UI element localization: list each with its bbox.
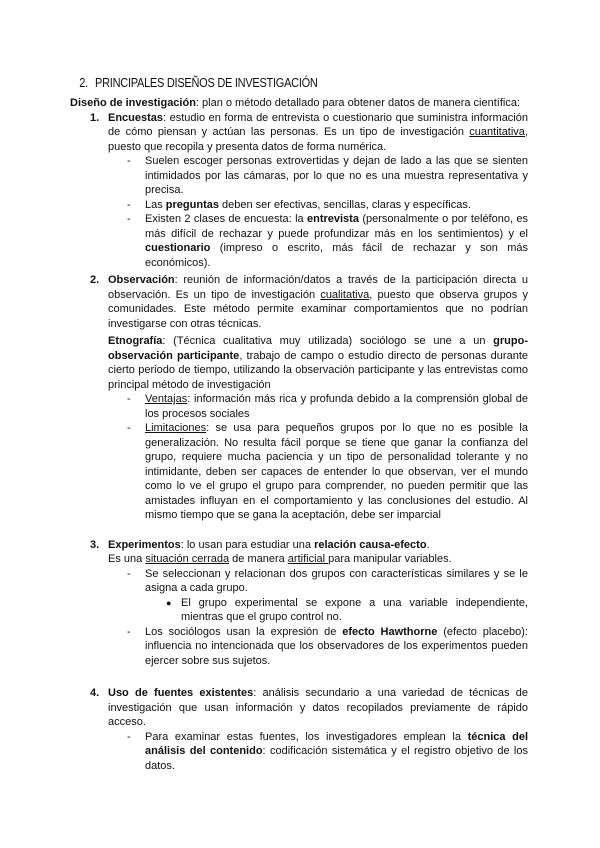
text-run: Es una — [108, 553, 146, 565]
bold-text: Encuestas — [108, 111, 164, 124]
dash-list-item — [127, 567, 528, 596]
text-run: , trabajo de campo o estudio directo de personas durante cierto periodo de tiempo, utilizando la observación participante y las entrevistas como principal método de investigación — [108, 349, 528, 391]
bold-text: Diseño de investigación — [70, 97, 196, 109]
text-run: (impreso o escrito, más fácil de rechazar y son más económicos). — [145, 242, 528, 269]
dash-list-item — [127, 625, 528, 669]
text-run: : análisis secundario a una variedad de técnicas de investigación que usan información y datos recopilados previamente de rápido acceso. — [108, 687, 528, 728]
text-run: : lo usan para estudiar una — [180, 538, 315, 551]
list-marker: 3. — [90, 538, 100, 551]
text-run: : información más rica y profunda debido a la comprensión global de los procesos sociales — [145, 393, 528, 420]
text-run: Se seleccionan y relacionan dos grupos con características similares y se le asigna a cada grupo. — [145, 567, 528, 594]
text-run: Los sociólogos usan la expresión de — [145, 625, 343, 638]
text-run: PRINCIPALES DISEÑOS DE INVESTIGACIÓN — [95, 76, 318, 90]
dash-list-item — [127, 212, 528, 270]
list-marker: - — [127, 422, 131, 434]
bold-text: Etnografía — [108, 335, 163, 347]
underlined-text: cuantitativa — [469, 126, 525, 138]
dash-list-item — [127, 198, 528, 213]
numbered-item — [90, 111, 528, 155]
list-marker: 4. — [90, 687, 100, 699]
list-marker: 2. — [90, 274, 100, 286]
bold-text: preguntas — [165, 198, 219, 211]
list-marker: 1. — [90, 111, 100, 124]
bold-text: Uso de fuentes existentes — [108, 687, 254, 699]
bold-text: Observación — [108, 274, 175, 286]
bold-text: relación causa-efecto — [314, 538, 427, 551]
list-marker: - — [127, 625, 131, 638]
numbered-item — [90, 686, 528, 730]
text-run: (efecto placebo): influencia no intencionada que los observadores de los experimentos pueden ejercer sobre sus sujetos. — [145, 625, 528, 667]
underlined-text: Limitaciones — [145, 422, 207, 434]
text-run: Existen 2 clases de encuesta: la — [145, 213, 307, 225]
item-continuation — [108, 334, 528, 392]
item-continuation — [108, 552, 528, 567]
underlined-text: cualitativa — [320, 288, 370, 301]
text-run: : reunión de información/datos a través de la participación directa u observación. Es un tipo de investigación — [108, 274, 528, 301]
numbered-item — [90, 538, 528, 553]
text-run: . — [426, 538, 430, 551]
bold-text: efecto Hawthorne — [342, 625, 438, 638]
text-run: Suelen escoger personas extrovertidas y dejan de lado a las que se sienten intimidados por las cámaras, por lo que no es una muestra representativa y precisa. — [145, 155, 528, 196]
text-run: Para examinar estas fuentes, los investigadores emplean la — [145, 730, 468, 743]
text-run: Las — [145, 198, 166, 211]
text-run: , puesto que observa grupos y comunidades. Este método permite examinar comportamientos que no podrían investigarse con otras técnicas. — [108, 288, 529, 330]
list-marker: - — [127, 198, 131, 211]
list-marker: 2. — [79, 76, 88, 90]
dash-list-item — [127, 154, 528, 198]
text-run: : estudio en forma de entrevista o cuestionario que suministra información de cómo piensan y actúan las personas. Es un tipo de investigación — [108, 111, 528, 138]
bold-text: grupo-observación participante — [108, 335, 528, 362]
list-marker: - — [127, 393, 131, 405]
underlined-text: artificial — [287, 553, 329, 565]
definition-paragraph — [70, 96, 530, 111]
document-page — [0, 74, 600, 773]
text-run: para manipular variables. — [328, 553, 452, 565]
text-run: deben ser efectivas, sencillas, claras y específicas. — [218, 198, 471, 211]
blank-line — [0, 523, 600, 538]
section-heading — [0, 74, 528, 92]
list-marker: - — [127, 213, 131, 225]
text-run: : codificación sistemática y el registro objetivo de los datos. — [145, 745, 528, 772]
dash-list-item — [127, 421, 528, 523]
bullet-icon: ● — [166, 597, 172, 608]
text-run: , puesto que recopila y presenta datos de forma numérica. — [108, 126, 528, 153]
blank-line — [0, 668, 600, 683]
bullet-list-item — [166, 596, 528, 625]
text-run: : (Técnica cualitativa muy utilizada) sociólogo se une a un — [162, 335, 494, 347]
text-run: de manera — [229, 553, 288, 565]
list-marker: - — [127, 155, 131, 167]
text-run: : plan o método detallado para obtener datos de manera científica: — [195, 97, 521, 109]
bold-text: técnica del análisis del contenido — [145, 730, 528, 757]
text-run: El grupo experimental se expone a una variable independiente, mientras que el grupo control no. — [181, 596, 528, 623]
list-marker: - — [127, 567, 131, 580]
list-marker: - — [127, 730, 131, 743]
bold-text: Experimentos — [108, 538, 181, 551]
numbered-item — [90, 273, 529, 331]
bold-text: cuestionario — [145, 242, 211, 254]
dash-list-item — [127, 730, 528, 774]
text-run: : se usa para pequeños grupos por lo que no es posible la generalización. No resulta fácil porque se tiene que ganar la confianza del grupo, requiere mucha paciencia y un tipo de personalidad tolerante y no intimidante, deben ser capaces de entender lo que observan, ver el mundo como lo ve el grupo el grupo para comprender, no pueden permitir que las amistades influyan en el comportamiento y las conclusiones del estudio. Al mismo tiempo que se gana la aceptación, debe ser imparcial — [145, 422, 528, 521]
underlined-text: Ventajas — [145, 393, 188, 405]
underlined-text: situación cerrada — [145, 553, 230, 565]
text-run: (personalmente o por teléfono, es más difícil de rechazar y puede profundizar más en los sentimientos) y el — [145, 213, 528, 240]
bold-text: entrevista — [306, 213, 359, 225]
dash-list-item — [127, 392, 528, 421]
